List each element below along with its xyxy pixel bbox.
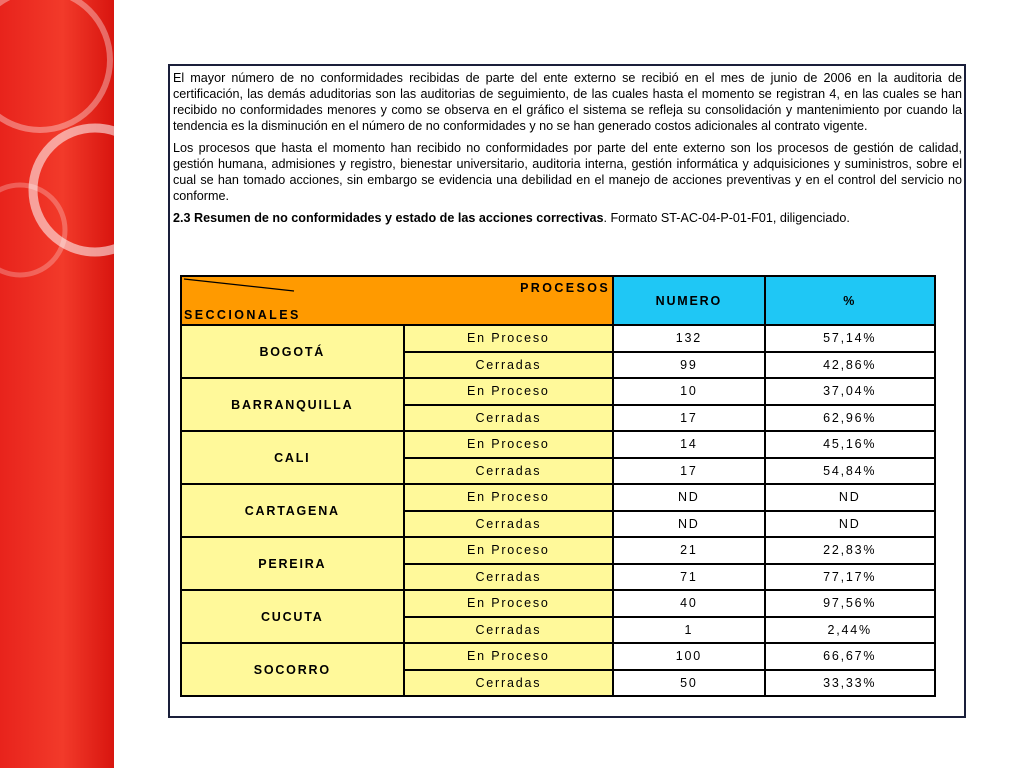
header-seccionales-label: SECCIONALES — [184, 308, 301, 322]
percent-cell: 42,86% — [765, 352, 935, 379]
section-heading-rest: . Formato ST-AC-04-P-01-F01, diligenciado. — [603, 211, 850, 225]
numero-cell: 100 — [613, 643, 764, 670]
status-cell: En Proceso — [404, 325, 614, 352]
status-cell: En Proceso — [404, 378, 614, 405]
section-heading-bold: 2.3 Resumen de no conformidades y estado de las acciones correctivas — [173, 211, 604, 225]
city-cell: PEREIRA — [181, 537, 404, 590]
percent-cell: 66,67% — [765, 643, 935, 670]
table-row — [181, 484, 935, 511]
decorative-circles — [0, 0, 114, 768]
table-row — [181, 537, 935, 564]
numero-cell: 132 — [613, 325, 764, 352]
table-row — [181, 378, 935, 405]
status-cell: Cerradas — [404, 617, 614, 644]
decorative-red-band — [0, 0, 114, 768]
percent-cell: 54,84% — [765, 458, 935, 485]
numero-cell: 1 — [613, 617, 764, 644]
header-procesos-seccionales — [181, 276, 613, 325]
status-cell: Cerradas — [404, 405, 614, 432]
paragraph-1: El mayor número de no conformidades recibidas de parte del ente externo se recibió en el mes de junio de 2006 en la auditoria de certificación, las demás aduditorias son las auditorias de seguimiento, de las cuales hasta el momento se registran 4, en las cuales se han recibido no conformidades menores y como se observa en el gráfico el sistema se refleja su consolidación y mantenimiento por cuando la tendencia es la disminución en el número de no conformidades y no se han generado costos adicionales al contrato vigente. — [173, 71, 962, 133]
city-cell: SOCORRO — [181, 643, 404, 696]
percent-cell: ND — [765, 484, 935, 511]
numero-cell: ND — [613, 484, 764, 511]
header-procesos-label: PROCESOS — [520, 281, 611, 295]
numero-cell: 17 — [613, 405, 764, 432]
numero-cell: 17 — [613, 458, 764, 485]
numero-cell: 14 — [613, 431, 764, 458]
table-row — [181, 325, 935, 352]
header-diagonal-line — [182, 277, 302, 297]
percent-cell: 62,96% — [765, 405, 935, 432]
numero-cell: 40 — [613, 590, 764, 617]
status-cell: En Proceso — [404, 590, 614, 617]
table-header-row — [181, 276, 935, 325]
table-row — [181, 643, 935, 670]
percent-cell: 97,56% — [765, 590, 935, 617]
table-row — [181, 590, 935, 617]
numero-cell: 71 — [613, 564, 764, 591]
status-cell: En Proceso — [404, 537, 614, 564]
numero-cell: 21 — [613, 537, 764, 564]
percent-cell: 33,33% — [765, 670, 935, 697]
non-conformities-table — [180, 275, 936, 697]
percent-cell: 37,04% — [765, 378, 935, 405]
status-cell: Cerradas — [404, 670, 614, 697]
city-cell: BOGOTÁ — [181, 325, 404, 378]
status-cell: Cerradas — [404, 511, 614, 538]
status-cell: En Proceso — [404, 431, 614, 458]
paragraph-2: Los procesos que hasta el momento han recibido no conformidades por parte del ente externo son los procesos de gestión de calidad, gestión humana, admisiones y registro, bienestar universitario, auditoria interna, gestión informática y adquisiciones y suministros, sobre el cual se han tomado acciones, sin embargo se evidencia una debilidad en el manejo de acciones preventivas y en el control del servicio no conforme. — [173, 141, 962, 203]
section-heading — [170, 210, 964, 226]
percent-cell: 45,16% — [765, 431, 935, 458]
percent-cell: ND — [765, 511, 935, 538]
table-row — [181, 431, 935, 458]
city-cell: CALI — [181, 431, 404, 484]
header-numero: NUMERO — [613, 276, 764, 325]
document-frame — [168, 64, 966, 718]
city-cell: BARRANQUILLA — [181, 378, 404, 431]
status-cell: Cerradas — [404, 352, 614, 379]
numero-cell: 10 — [613, 378, 764, 405]
percent-cell: 57,14% — [765, 325, 935, 352]
city-cell: CARTAGENA — [181, 484, 404, 537]
percent-cell: 77,17% — [765, 564, 935, 591]
numero-cell: ND — [613, 511, 764, 538]
city-cell: CUCUTA — [181, 590, 404, 643]
percent-cell: 2,44% — [765, 617, 935, 644]
percent-cell: 22,83% — [765, 537, 935, 564]
header-percent: % — [765, 276, 935, 325]
status-cell: En Proceso — [404, 643, 614, 670]
status-cell: En Proceso — [404, 484, 614, 511]
numero-cell: 99 — [613, 352, 764, 379]
status-cell: Cerradas — [404, 458, 614, 485]
status-cell: Cerradas — [404, 564, 614, 591]
numero-cell: 50 — [613, 670, 764, 697]
